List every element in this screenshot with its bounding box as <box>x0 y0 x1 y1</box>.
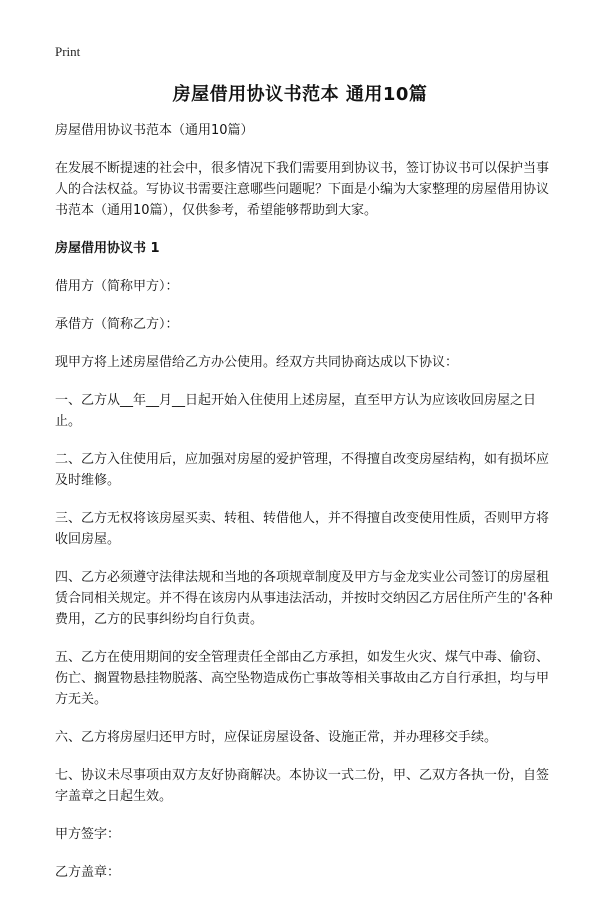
page-title: 房屋借用协议书范本 通用10篇 <box>172 84 428 105</box>
clause-2: 二、乙方入住使用后，应加强对房屋的爱护管理，不得擅自改变房屋结构，如有损坏应及时维修。 <box>55 452 550 488</box>
borrower-line: 借用方（简称甲方）： <box>55 279 179 294</box>
lender-line: 承借方（简称乙方）： <box>55 317 179 332</box>
clause-7: 七、协议未尽事项由双方友好协商解决。本协议一式二份，甲、乙双方各执一份，自签字盖章之日起生效。 <box>55 768 550 804</box>
clause-3: 三、乙方无权将该房屋买卖、转租、转借他人，并不得擅自改变使用性质，否则甲方将收回房屋。 <box>55 511 550 547</box>
clause-4: 四、乙方必须遵守法律法规和当地的各项规章制度及甲方与金龙实业公司签订的房屋租赁合同相关规定。并不得在该房内从事违法活动，并按时交纳因乙方居住所产生的'各种费用，乙方的民事纠纷均自行负责。 <box>55 570 553 627</box>
intro-paragraph: 在发展不断提速的社会中，很多情况下我们需要用到协议书，签订协议书可以保护当事人的合法权益。写协议书需要注意哪些问题呢？下面是小编为大家整理的房屋借用协议书范本（通用10篇），仅供参考，希望能够帮助到大家。 <box>55 161 550 218</box>
preamble-paragraph: 现甲方将上述房屋借给乙方办公使用。经双方共同协商达成以下协议： <box>55 355 459 370</box>
print-link[interactable]: Print <box>55 44 81 59</box>
document-body <box>55 120 555 900</box>
clause-5: 五、乙方在使用期间的安全管理责任全部由乙方承担，如发生火灾、煤气中毒、偷窃、伤亡、搁置物悬挂物脱落、高空坠物造成伤亡事故等相关事故由乙方自行承担，均与甲方无关。 <box>55 650 550 707</box>
clause-6: 六、乙方将房屋归还甲方时，应保证房屋设备、设施正常，并办理移交手续。 <box>55 730 498 745</box>
section-heading: 房屋借用协议书 1 <box>55 241 160 256</box>
signature-line-b: 乙方盖章： <box>55 865 121 880</box>
clause-1: 一、乙方从__年__月__日起开始入住使用上述房屋，直至甲方认为应该收回房屋之日止。 <box>55 393 537 429</box>
document-subtitle: 房屋借用协议书范本（通用10篇） <box>55 123 254 138</box>
signature-line-a: 甲方签字： <box>55 827 121 842</box>
